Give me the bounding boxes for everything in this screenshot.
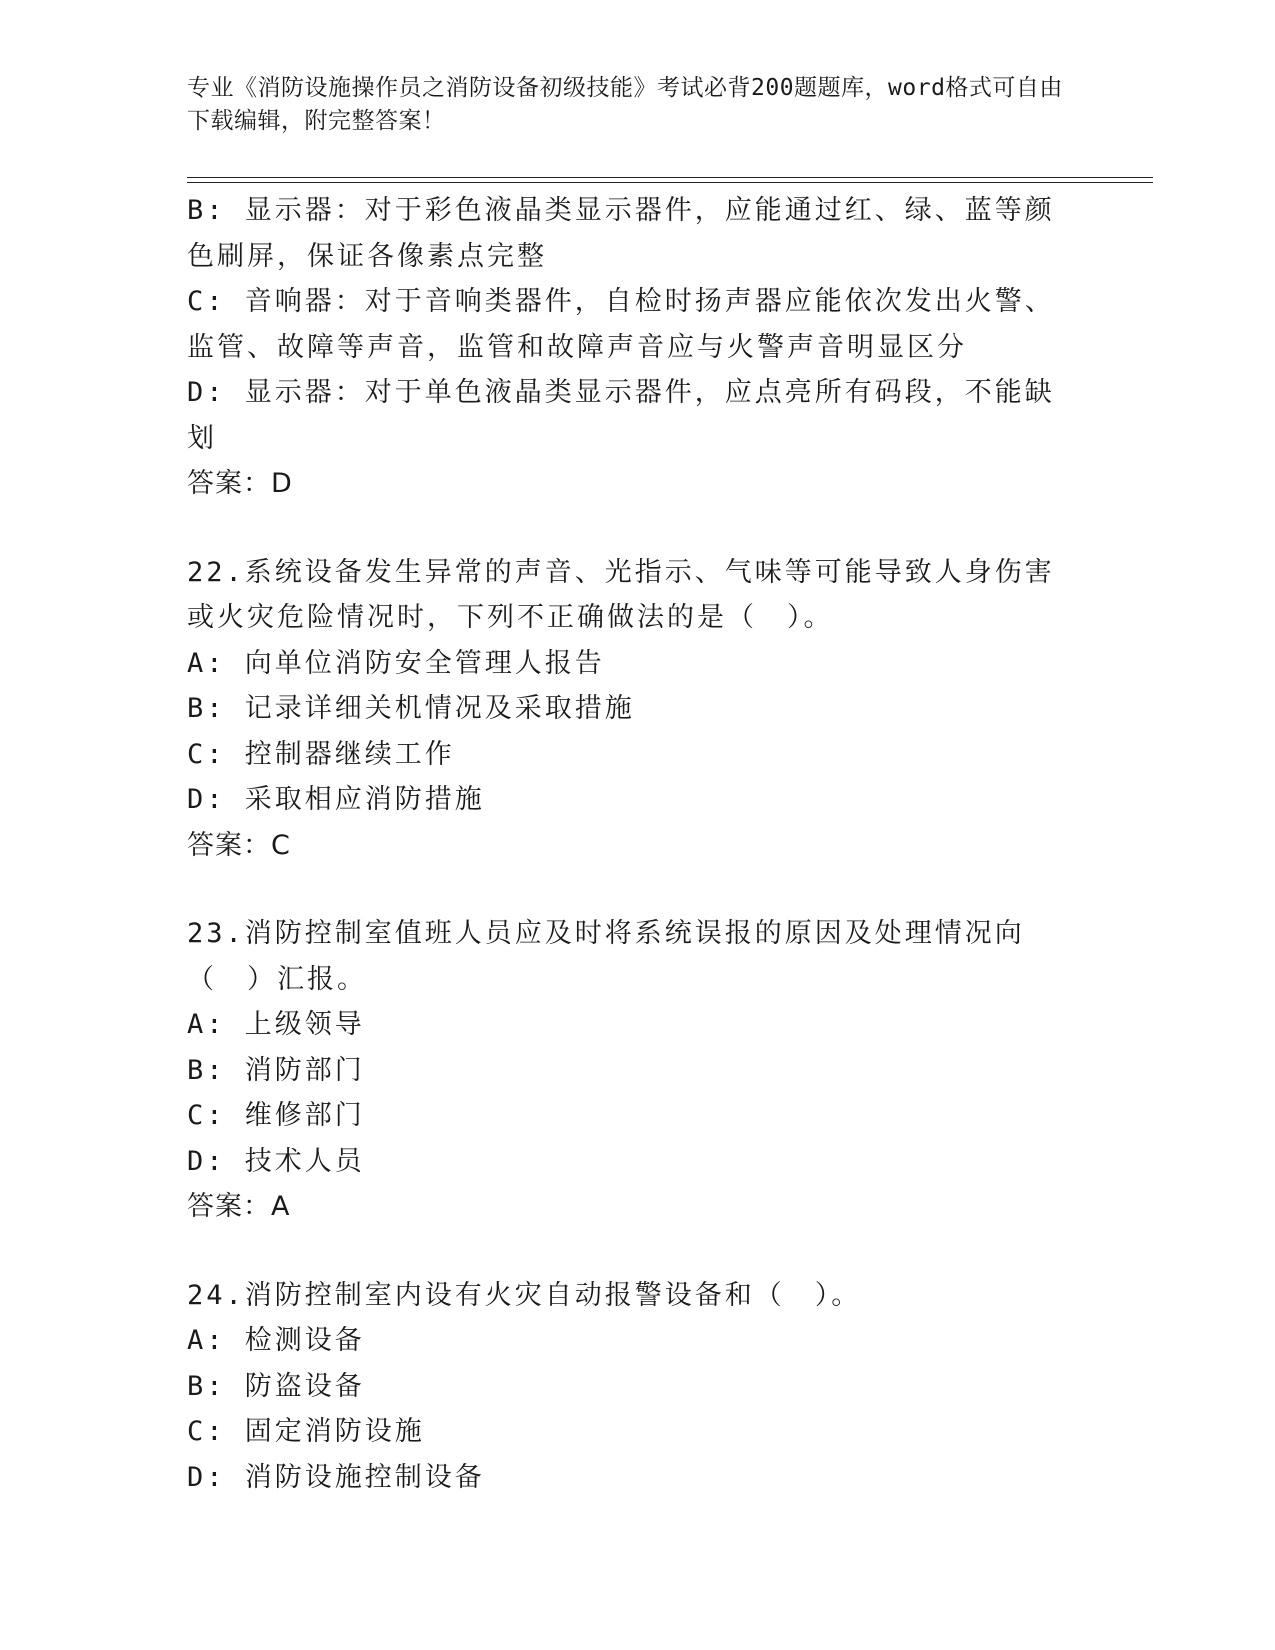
option-b: B: 防盗设备	[187, 1370, 365, 1402]
option-c: C: 音响器：对于音响类器件，自检时扬声器应能依次发出火警、监管、故障等声音，监管和故障声音应与火警声音明显区分	[187, 286, 1055, 363]
option-d: D: 消防设施控制设备	[187, 1461, 485, 1493]
question-21-continued	[187, 188, 1077, 507]
option-c: C: 固定消防设施	[187, 1416, 425, 1447]
option-d: D: 技术人员	[187, 1145, 365, 1177]
question-stem: 23.消防控制室值班人员应及时将系统误报的原因及处理情况向（ ）汇报。	[187, 918, 1025, 995]
question-24	[187, 1273, 1077, 1501]
answer: 答案：A	[187, 1191, 291, 1222]
header-divider	[187, 177, 1153, 183]
option-a: A: 检测设备	[187, 1325, 365, 1356]
option-b: B: 记录详细关机情况及采取措施	[187, 693, 635, 724]
option-a: A: 向单位消防安全管理人报告	[187, 647, 605, 679]
question-stem: 22.系统设备发生异常的声音、光指示、气味等可能导致人身伤害或火灾危险情况时，下列不正确做法的是（ ）。	[187, 556, 1055, 633]
option-a: A: 上级领导	[187, 1009, 365, 1040]
question-22	[187, 550, 1077, 869]
option-c: C: 维修部门	[187, 1100, 365, 1131]
question-list	[187, 188, 1077, 1500]
option-d: D: 采取相应消防措施	[187, 784, 485, 815]
answer: 答案：D	[187, 468, 293, 499]
option-d: D: 显示器：对于单色液晶类显示器件，应点亮所有码段，不能缺划	[187, 377, 1055, 454]
option-b: B: 消防部门	[187, 1054, 365, 1086]
option-b: B: 显示器：对于彩色液晶类显示器件，应能通过红、绿、蓝等颜色刷屏，保证各像素点完整	[187, 195, 1055, 272]
question-23	[187, 911, 1077, 1230]
page-header: 专业《消防设施操作员之消防设备初级技能》考试必背200题题库，word格式可自由下载编辑，附完整答案！	[187, 75, 1063, 134]
answer: 答案：C	[187, 829, 291, 861]
question-stem: 24.消防控制室内设有火灾自动报警设备和（ ）。	[187, 1279, 862, 1311]
option-c: C: 控制器继续工作	[187, 738, 455, 770]
